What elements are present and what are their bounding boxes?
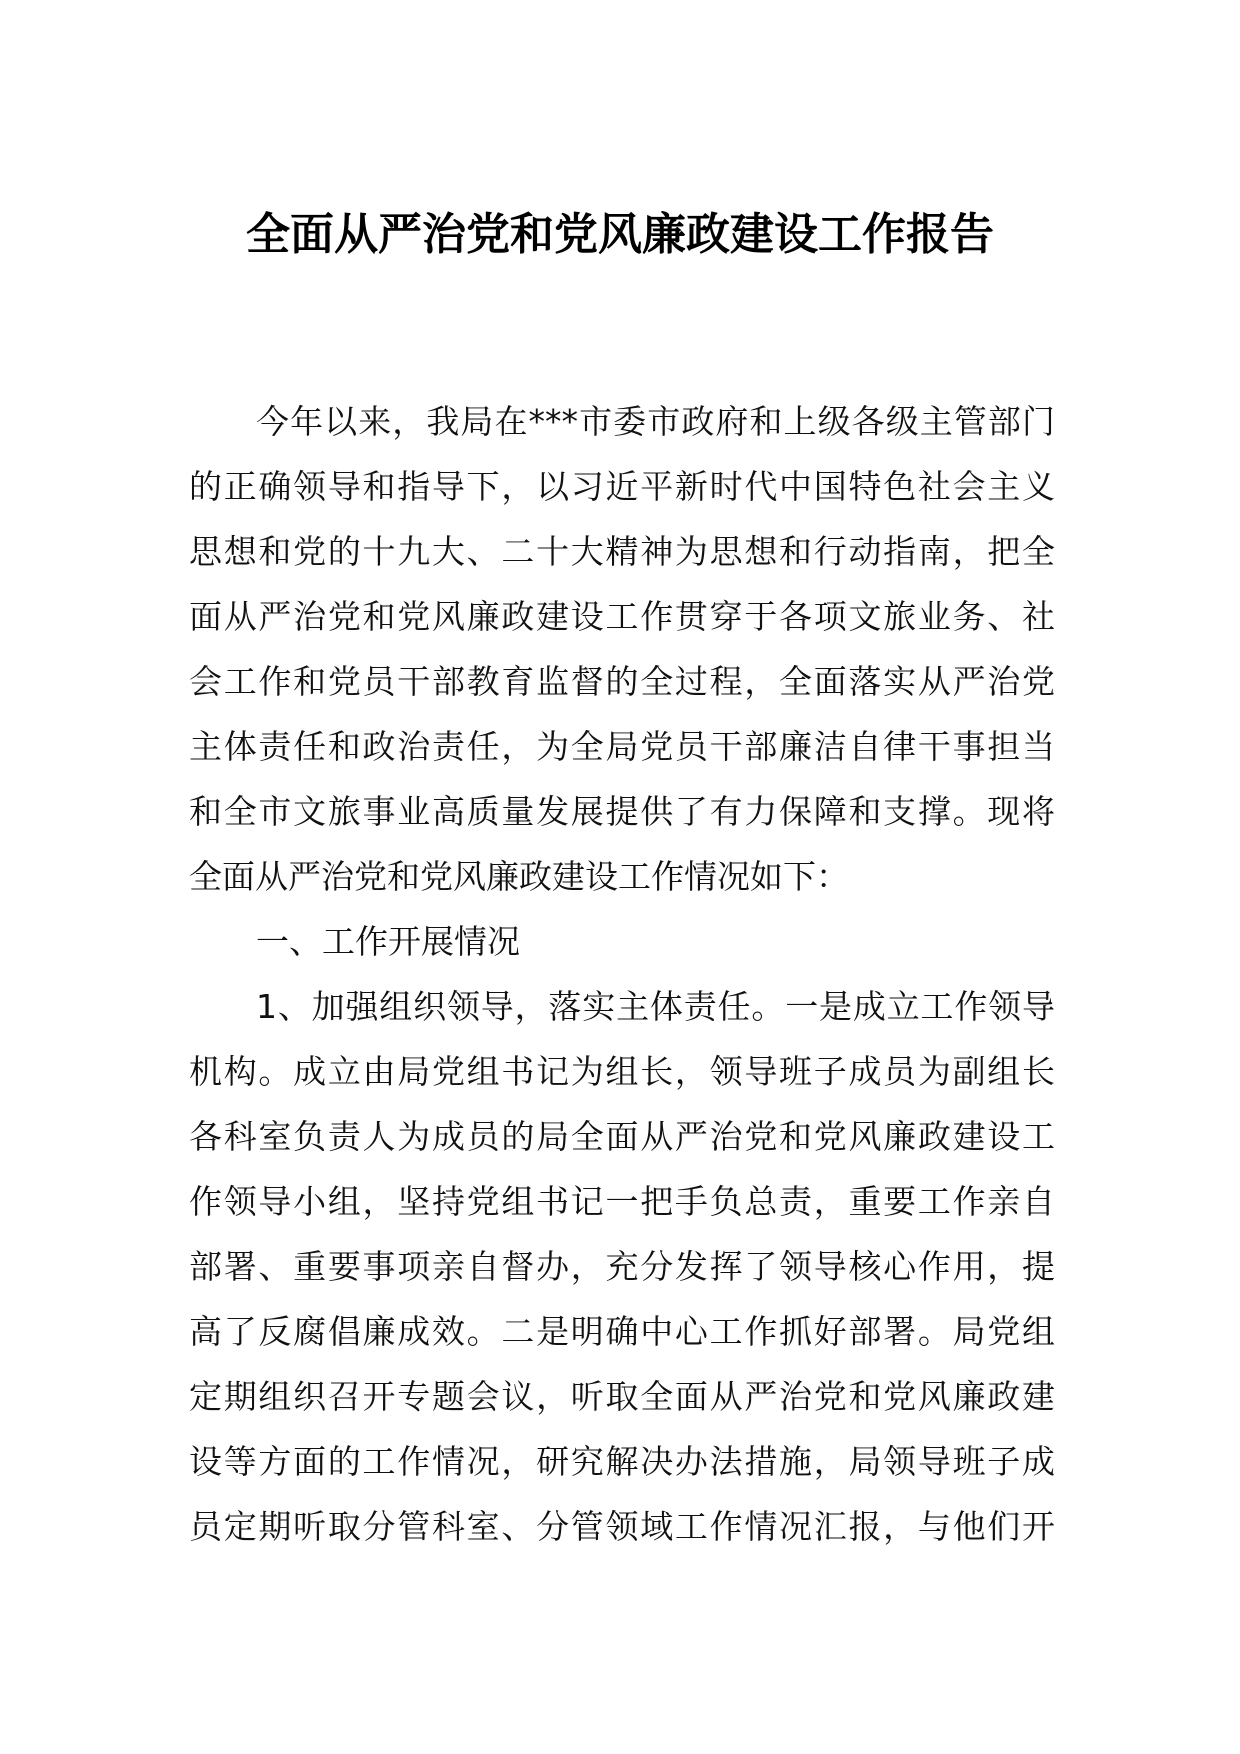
paragraph-line: 作领导小组，坚持党组书记一把手负总责，重要工作亲自 — [189, 1182, 1055, 1221]
paragraph-line: 高了反腐倡廉成效。二是明确中心工作抓好部署。局党组 — [189, 1312, 1055, 1351]
paragraph-line: 会工作和党员干部教育监督的全过程，全面落实从严治党 — [189, 662, 1055, 701]
paragraph-line: 员定期听取分管科室、分管领域工作情况汇报，与他们开 — [189, 1507, 1055, 1546]
paragraph-line: 各科室负责人为成员的局全面从严治党和党风廉政建设工 — [189, 1117, 1055, 1156]
document-body — [189, 389, 1055, 1559]
paragraph-line: 定期组织召开专题会议，听取全面从严治党和党风廉政建 — [189, 1377, 1055, 1416]
section-heading: 一、工作开展情况 — [256, 922, 520, 961]
document-title: 全面从严治党和党风廉政建设工作报告 — [246, 209, 994, 260]
paragraph-line: 设等方面的工作情况，研究解决办法措施，局领导班子成 — [189, 1442, 1055, 1481]
paragraph-line: 部署、重要事项亲自督办，充分发挥了领导核心作用，提 — [189, 1247, 1055, 1286]
paragraph-line: 思想和党的十九大、二十大精神为思想和行动指南，把全 — [189, 532, 1055, 571]
paragraph-line: 主体责任和政治责任，为全局党员干部廉洁自律干事担当 — [189, 727, 1055, 766]
paragraph-line: 和全市文旅事业高质量发展提供了有力保障和支撑。现将 — [189, 792, 1055, 831]
paragraph-line: 全面从严治党和党风廉政建设工作情况如下： — [189, 857, 849, 896]
paragraph-line: 面从严治党和党风廉政建设工作贯穿于各项文旅业务、社 — [189, 597, 1055, 636]
paragraph-line: 的正确领导和指导下，以习近平新时代中国特色社会主义 — [189, 467, 1055, 506]
paragraph-line: 今年以来，我局在***市委市政府和上级各级主管部门 — [256, 402, 1055, 441]
paragraph-line: 机构。成立由局党组书记为组长，领导班子成员为副组长 — [189, 1052, 1055, 1091]
paragraph-line: 1、加强组织领导，落实主体责任。一是成立工作领导 — [256, 987, 1055, 1026]
